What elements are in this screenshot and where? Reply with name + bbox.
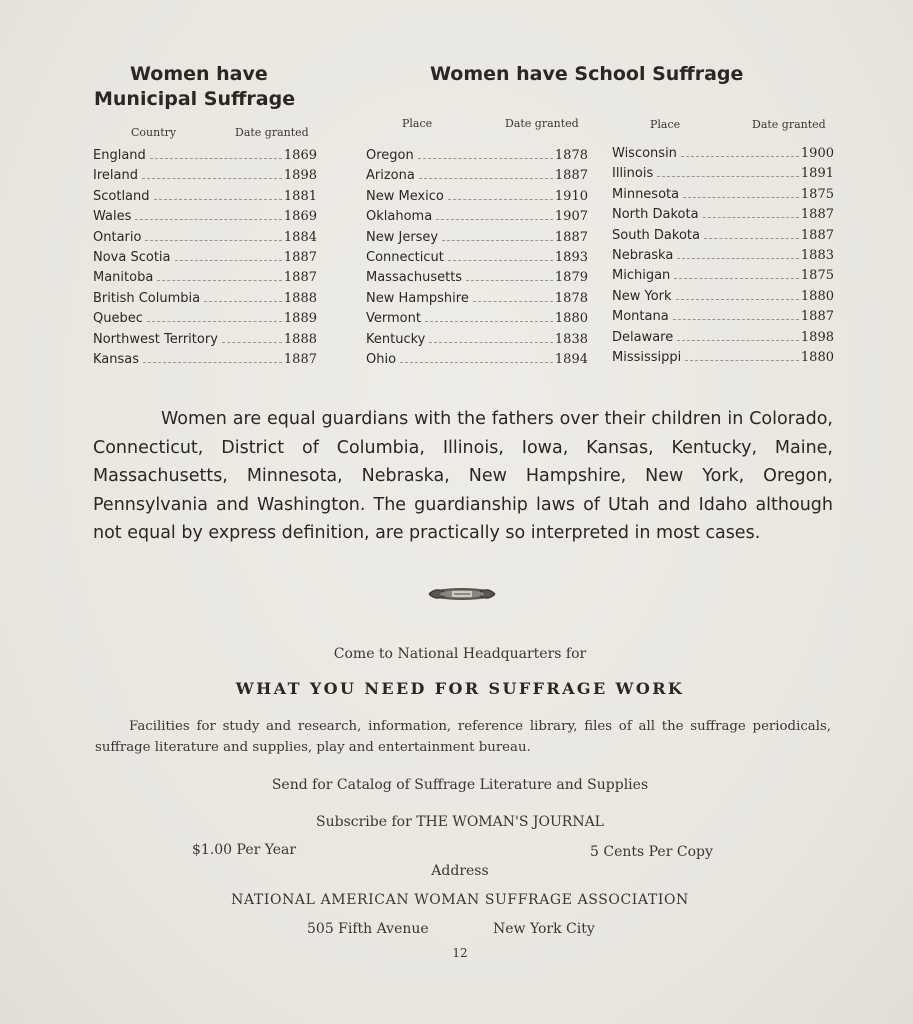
place-name: Quebec (93, 311, 143, 327)
date-granted: 1880 (554, 311, 588, 327)
dot-leader (657, 175, 799, 177)
place-name: Ireland (93, 168, 138, 184)
place-name: British Columbia (93, 290, 201, 306)
dot-leader (204, 300, 282, 302)
list-item (612, 246, 834, 266)
list-item (612, 328, 834, 348)
dot-leader (683, 196, 799, 198)
date-granted: 1910 (554, 188, 588, 204)
city-address: New York City (493, 921, 595, 937)
dot-leader (448, 198, 553, 200)
dot-leader (143, 361, 282, 363)
printer-ornament-icon (426, 584, 498, 604)
school-suffrage-title: Women have School Suffrage (430, 63, 744, 85)
date-granted: 1887 (283, 270, 317, 286)
date-granted: 1887 (800, 309, 834, 325)
list-item (366, 248, 588, 268)
dot-leader (677, 257, 799, 259)
dot-leader (157, 279, 282, 281)
date-granted: 1888 (283, 290, 317, 306)
list-item (366, 350, 588, 370)
price-per-copy: 5 Cents Per Copy (590, 844, 713, 860)
dot-leader (142, 177, 282, 179)
place-name: Nova Scotia (93, 249, 171, 265)
date-granted: 1907 (554, 209, 588, 225)
organization-name: NATIONAL AMERICAN WOMAN SUFFRAGE ASSOCIATION (231, 892, 689, 908)
place-name: Vermont (366, 311, 421, 327)
dot-leader (175, 259, 282, 261)
dot-leader (154, 198, 282, 200)
list-item (93, 187, 317, 207)
list-item (366, 268, 588, 288)
school-col-place-right: Place (650, 118, 681, 131)
list-item (93, 228, 317, 248)
date-granted: 1893 (554, 249, 588, 265)
come-to-headquarters: Come to National Headquarters for (333, 646, 587, 662)
dot-leader (685, 359, 799, 361)
date-granted: 1887 (283, 249, 317, 265)
street-address: 505 Fifth Avenue (307, 921, 429, 937)
list-item (612, 164, 834, 184)
dot-leader (448, 259, 553, 261)
list-item (93, 207, 317, 227)
place-name: Wisconsin (612, 146, 677, 161)
place-name: Michigan (612, 268, 671, 284)
date-granted: 1883 (800, 247, 834, 263)
date-granted: 1875 (800, 268, 834, 284)
dot-leader (418, 157, 553, 159)
list-item (93, 146, 317, 166)
place-name: New Jersey (366, 229, 439, 245)
place-name: Mississippi (612, 349, 682, 365)
list-item (366, 207, 588, 227)
date-granted: 1869 (283, 209, 317, 225)
price-per-year: $1.00 Per Year (192, 842, 297, 858)
dot-leader (222, 341, 282, 343)
list-item (93, 309, 317, 329)
date-granted: 1887 (554, 168, 588, 184)
list-item (93, 350, 317, 370)
dot-leader (145, 239, 281, 241)
place-name: Delaware (612, 329, 674, 345)
place-name: Scotland (93, 188, 150, 204)
dot-leader (135, 218, 282, 220)
dot-leader (673, 318, 799, 320)
municipal-col-country: Country (131, 126, 177, 139)
school-suffrage-list-right (612, 144, 834, 368)
date-granted: 1884 (283, 229, 317, 245)
place-name: New Mexico (366, 188, 444, 204)
date-granted: 1889 (283, 311, 317, 327)
list-item (366, 289, 588, 309)
place-name: Massachusetts (366, 270, 463, 286)
school-col-date-left: Date granted (505, 117, 579, 130)
place-name: New Hampshire (366, 290, 469, 306)
date-granted: 1887 (554, 229, 588, 245)
place-name: Kentucky (366, 331, 426, 347)
list-item (612, 307, 834, 327)
subscribe-text: Subscribe for THE WOMAN'S JOURNAL (316, 814, 604, 830)
list-item (93, 268, 317, 288)
place-name: Ohio (366, 351, 397, 367)
place-name: New York (612, 288, 672, 304)
place-name: Minnesota (612, 186, 680, 202)
list-item (366, 330, 588, 350)
list-item (612, 144, 834, 164)
place-name: Montana (612, 309, 669, 325)
date-granted: 1900 (800, 146, 834, 161)
place-name: Arizona (366, 168, 415, 184)
place-name: Oklahoma (366, 209, 433, 225)
date-granted: 1881 (283, 188, 317, 204)
dot-leader (442, 239, 553, 241)
list-item (366, 166, 588, 186)
guardianship-paragraph: Women are equal guardians with the fathers over their children in Colorado, Connecticut, District of Columbia, Illinois, Iowa, Kansas, Kentucky, Maine, Massachusetts, Minnesota, Nebraska, New Hampshire, New York, Oregon, Pennsylvania and Washington. The guardianship laws of Utah and Idaho although not equal by express definition, are practically so interpreted in most cases. (93, 409, 833, 543)
page-number: 12 (452, 946, 468, 960)
place-name: Oregon (366, 148, 414, 163)
dot-leader (703, 216, 799, 218)
municipal-col-date: Date granted (235, 126, 309, 139)
facilities-text: Facilities for study and research, information, reference library, files of all the suffrage periodicals, suffrage literature and supplies, play and entertainment bureau. (95, 719, 831, 755)
dot-leader (436, 218, 553, 220)
place-name: Connecticut (366, 249, 444, 265)
date-granted: 1894 (554, 351, 588, 367)
dot-leader (674, 277, 799, 279)
place-name: Illinois (612, 166, 654, 182)
dot-leader (150, 157, 282, 159)
date-granted: 1887 (283, 351, 317, 367)
dot-leader (466, 279, 553, 281)
school-col-place-left: Place (402, 117, 433, 130)
dot-leader (704, 237, 799, 239)
place-name: Manitoba (93, 270, 154, 286)
municipal-suffrage-list (93, 146, 317, 370)
place-name: Kansas (93, 351, 140, 367)
school-col-date-right: Date granted (752, 118, 826, 131)
list-item (612, 287, 834, 307)
dot-leader (400, 361, 553, 363)
list-item (93, 248, 317, 268)
list-item (93, 330, 317, 350)
list-item (366, 228, 588, 248)
date-granted: 1891 (800, 166, 834, 182)
date-granted: 1878 (554, 290, 588, 306)
catalog-text: Send for Catalog of Suffrage Literature and Supplies (271, 777, 649, 793)
place-name: South Dakota (612, 227, 700, 243)
place-name: Wales (93, 209, 132, 225)
date-granted: 1879 (554, 270, 588, 286)
date-granted: 1880 (800, 349, 834, 365)
list-item (366, 146, 588, 166)
date-granted: 1880 (800, 288, 834, 304)
dot-leader (147, 320, 282, 322)
place-name: North Dakota (612, 207, 699, 223)
date-granted: 1888 (283, 331, 317, 347)
dot-leader (473, 300, 553, 302)
date-granted: 1887 (800, 227, 834, 243)
list-item (612, 185, 834, 205)
list-item (612, 205, 834, 225)
dot-leader (681, 155, 799, 157)
list-item (612, 226, 834, 246)
dot-leader (425, 320, 553, 322)
list-item (93, 289, 317, 309)
dot-leader (676, 298, 799, 300)
dot-leader (677, 339, 799, 341)
list-item (366, 187, 588, 207)
date-granted: 1838 (554, 331, 588, 347)
date-granted: 1878 (554, 148, 588, 163)
list-item (612, 266, 834, 286)
list-item (366, 309, 588, 329)
list-item (612, 348, 834, 368)
date-granted: 1875 (800, 186, 834, 202)
school-suffrage-list-left (366, 146, 588, 370)
dot-leader (429, 341, 553, 343)
date-granted: 1898 (283, 168, 317, 184)
suffrage-work-heading: WHAT YOU NEED FOR SUFFRAGE WORK (235, 679, 685, 698)
place-name: England (93, 148, 146, 163)
municipal-suffrage-title (94, 62, 319, 112)
date-granted: 1887 (800, 207, 834, 223)
date-granted: 1898 (800, 329, 834, 345)
date-granted: 1869 (283, 148, 317, 163)
list-item (93, 166, 317, 186)
address-label: Address (431, 863, 489, 879)
municipal-title-line1: Women have (130, 63, 268, 85)
place-name: Nebraska (612, 247, 674, 263)
municipal-title-line2: Municipal Suffrage (94, 88, 296, 110)
dot-leader (419, 177, 553, 179)
place-name: Ontario (93, 229, 142, 245)
place-name: Northwest Territory (93, 331, 218, 347)
